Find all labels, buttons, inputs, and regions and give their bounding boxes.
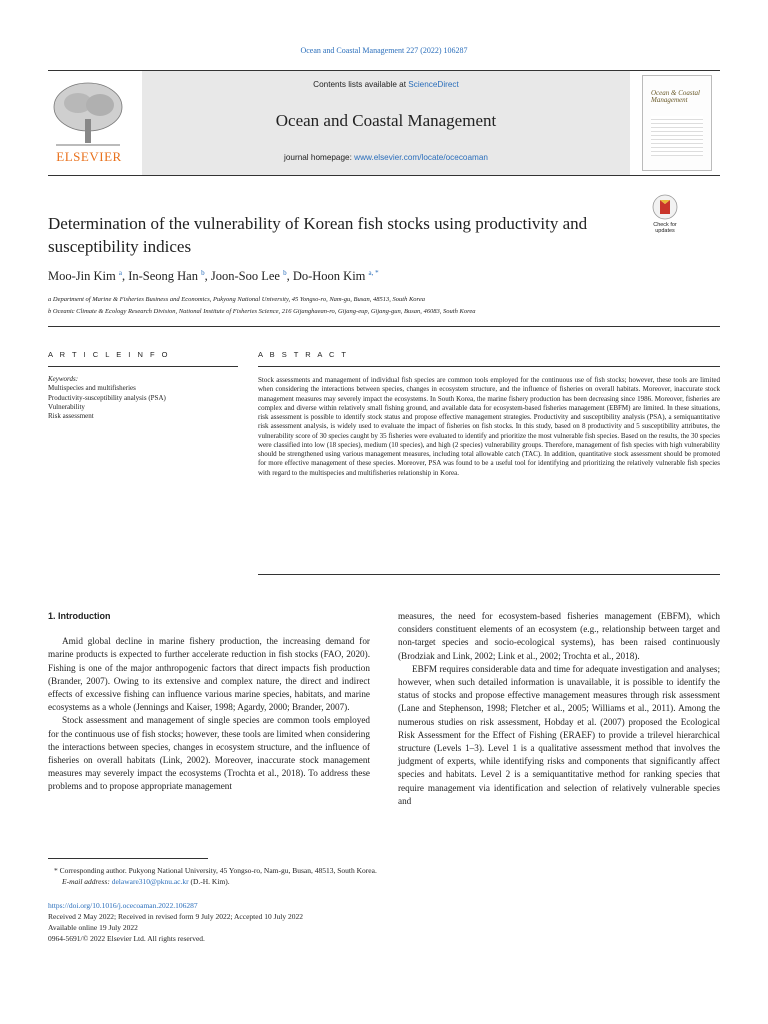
cover-decoration: [651, 116, 703, 156]
article-title: Determination of the vulnerability of Korean fish stocks using productivity and susceptibility indices: [48, 214, 588, 256]
homepage-line: [142, 153, 630, 162]
doi-link[interactable]: https://doi.org/10.1016/j.ocecoaman.2022.106287: [48, 901, 198, 910]
author-name[interactable]: Moo-Jin Kim: [48, 269, 116, 284]
divider: [258, 366, 720, 367]
email-link[interactable]: delaware310@pknu.ac.kr: [111, 877, 189, 886]
footnotes: [48, 865, 728, 887]
available-online: Available online 19 July 2022: [48, 923, 138, 932]
publication-metadata: [48, 900, 728, 944]
journal-cover-thumbnail[interactable]: [642, 75, 712, 171]
footnote-divider: [48, 858, 208, 859]
author-name[interactable]: In-Seong Han: [128, 269, 198, 284]
journal-header: [48, 70, 720, 176]
contents-line: [142, 80, 630, 89]
affiliation: b Oceanic Climate & Ecology Research Division, National Institute of Fisheries Science, 216 Gijanghaean-ro, Gijang-eup, Gijang-gun, Busan, 46083, South Korea: [48, 308, 476, 315]
author-affiliation-mark[interactable]: a: [118, 269, 122, 277]
affiliation: a Department of Marine & Fisheries Business and Economics, Pukyong National University, 45 Yongso-ro, Nam-gu, Busan, 48513, South Korea: [48, 296, 425, 303]
journal-reference[interactable]: Ocean and Coastal Management 227 (2022) 106287: [300, 46, 468, 55]
check-for-updates-button[interactable]: [646, 194, 684, 234]
paragraph: Stock assessment and management of single species are common tools employed for the continuous use of fish stocks; however, these tools are limited when considering the interactions between species, changes in ecosystem structure, and the influence of fisheries on overall habitats (Link, 2002). Moreover, inaccurate stock management measures may severely impact the ecosystems (Trochta et al., 2018). To address these problems and to propose appropriate management: [48, 715, 370, 792]
right-column: [398, 610, 720, 808]
author-name[interactable]: Joon-Soo Lee: [210, 269, 280, 284]
author-name[interactable]: Do-Hoon Kim: [292, 269, 366, 284]
contents-prefix: Contents lists available at: [313, 80, 409, 89]
keyword: Productivity-susceptibility analysis (PSA): [48, 393, 166, 402]
homepage-link[interactable]: www.elsevier.com/locate/ocecoaman: [354, 153, 488, 162]
keyword: Risk assessment: [48, 412, 94, 421]
publisher-name: ELSEVIER: [56, 149, 122, 164]
abstract-text: Stock assessments and management of individual fish species are common tools employed for the continuous use of fish stocks; however, these tools are limited when considering the interactions between species, changes in ecosystem structure, and the influence of fisheries on overall habitats. Moreover, inaccurate stock management measures may severely impact the ecosystems. In South Korea, the marine fishery production has been decreasing since 1986. Moreover, fisheries are complex and diverse within relatively small fishing ground, and available data for ecosystem-based fisheries management (EBFM) are limited. In these situations, risk assessment is possible to identify stock status and propose effective management strategies. Productivity and susceptibility analysis (PSA), a semiquantitative risk assessment analysis, is widely used to evaluate the impact of fisheries on fish stocks. In this study, based on 8 productivity and 5 susceptibility attributes, the vulnerability score of 30 species caught by 35 fisheries were evaluated to identify and prioritize the most vulnerable fish species. Based on the results, the 30 species were classified into low (18 species), medium (10 species), and high (2 species) vulnerability groups. Therefore, management of fish species with high vulnerability should be strengthened using various management measures, including total allowable catch (TAC). In addition, quantitative stock assessment should be promoted for more effective management of these species. Moreover, PSA was found to be a useful tool for identifying and prioritizing the relatively vulnerable fish species with regard to the multispecies and multifisheries relationship in Korea.: [258, 376, 720, 477]
divider: [48, 366, 238, 367]
paragraph: Amid global decline in marine fishery production, the increasing demand for marine products is expected to further accelerate reduction in fish stocks (FAO, 2020). Fishing is one of the major anthropogenic factors that direct impacts fish production (Brander, 2007). Owing to its extensive and complex nature, the direct and indirect effects of excessive fishing can influence various marine species, habitats, and marine ecosystems as a whole (Jennings and Kaiser, 1998; Agardy, 2000; Brander, 2007).: [48, 636, 370, 713]
check-updates-icon: [652, 194, 678, 220]
paragraph: EBFM requires considerable data and time for adequate investigation and analyses; however, when such detailed information is unavailable, it is possible to identify the status of stocks and propose effective management measures through risk assessment (Lane and Stephenson, 1998; Fletcher et al., 2005; Williams et al., 2011). Among the numerous studies on risk assessment, Hobday et al. (2007) proposed the Ecological Risk Assessment for the Effect of Fishing (ERAEF) to provide a trilevel hierarchical structure (Levels 1–3). Level 1 is a qualitative assessment method that involves the judgment of experts, while identifying risks and components that significantly affect species and habitats. Level 2 is a semiquantitative method for ranking species that require management via identification and selection of relatively vulnerable species and: [398, 663, 720, 806]
author-affiliation-mark[interactable]: b: [283, 269, 287, 277]
left-column: [48, 610, 370, 794]
author-affiliation-mark[interactable]: a, *: [368, 269, 379, 277]
email-suffix: (D.-H. Kim).: [188, 877, 230, 886]
paragraph: measures, the need for ecosystem-based fisheries management (EBFM), which considers constituent elements of an ecosystem (e.g., relationship between target and non-target species and socio-ecological systems), has been raised continuously (Brodziak and Link, 2002; Link et al., 2002; Trochta et al., 2018).: [398, 611, 720, 661]
received-dates: Received 2 May 2022; Received in revised form 9 July 2022; Accepted 10 July 2022: [48, 912, 303, 921]
keywords-label: Keywords:: [48, 375, 79, 383]
author-affiliation-mark[interactable]: b: [201, 269, 205, 277]
divider: [258, 574, 720, 575]
sciencedirect-link[interactable]: ScienceDirect: [408, 80, 459, 89]
article-info-heading: A R T I C L E I N F O: [48, 350, 170, 359]
check-updates-label: Check for updates: [653, 222, 677, 234]
keyword: Vulnerability: [48, 402, 85, 411]
corresponding-author-note: * Corresponding author. Pukyong National University, 45 Yongso-ro, Nam-gu, Busan, 48513, South Korea.: [54, 866, 377, 875]
header-banner: [142, 71, 630, 175]
homepage-prefix: journal homepage:: [284, 153, 355, 162]
divider: [48, 326, 720, 327]
abstract-heading: A B S T R A C T: [258, 350, 349, 359]
author-list: Moo-Jin Kim $^a$, In-Seong Han $^b$, Joon-Soo Lee $^b$, Do-Hoon Kim $^{a, *}$: [48, 269, 379, 284]
keyword: Multispecies and multifisheries: [48, 384, 136, 393]
keywords-block: [48, 375, 238, 421]
section-heading: 1. Introduction: [48, 611, 111, 621]
journal-title: Ocean and Coastal Management: [275, 111, 497, 130]
copyright: 0964-5691/© 2022 Elsevier Ltd. All rights reserved.: [48, 934, 205, 943]
cover-title: Ocean & Coastal Management: [651, 89, 700, 104]
email-label: E-mail address:: [62, 877, 112, 886]
